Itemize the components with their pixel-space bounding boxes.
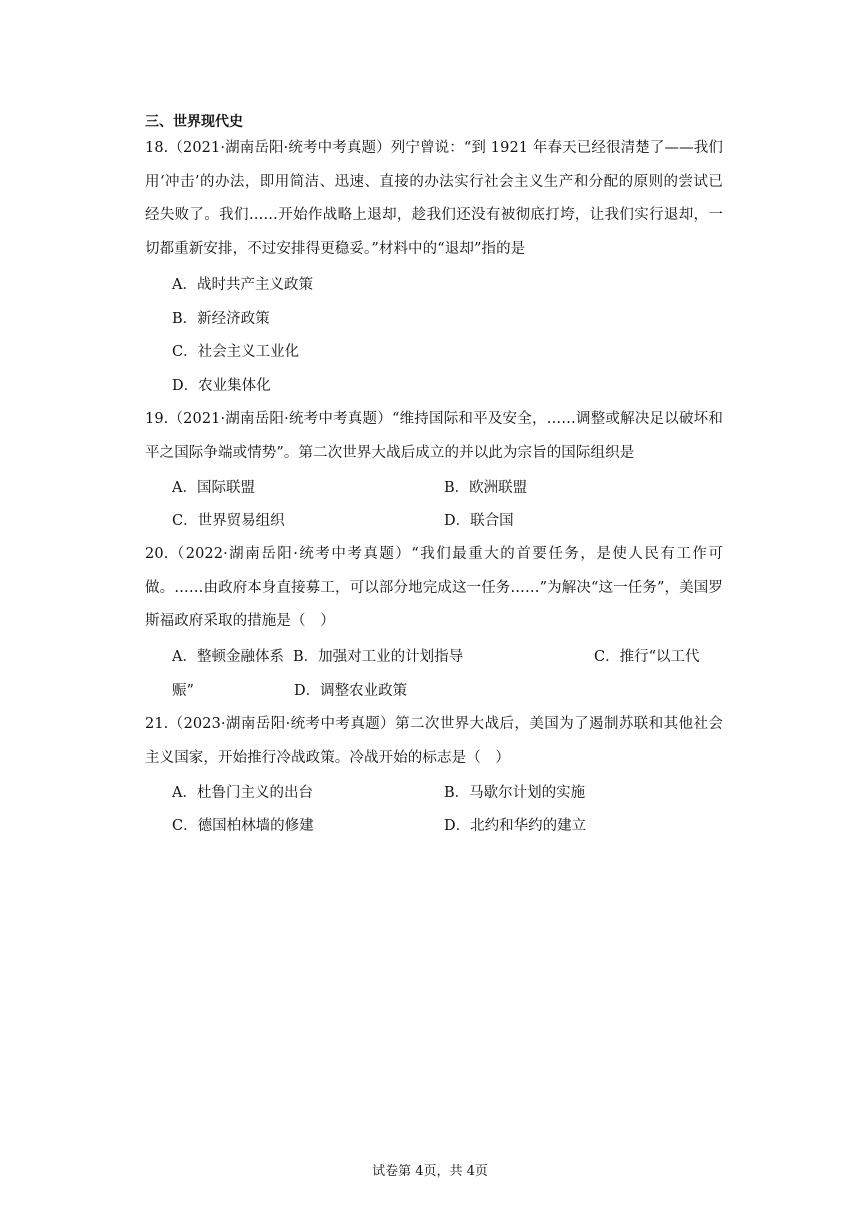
question-19-option-c: C．世界贸易组织: [172, 513, 285, 529]
question-21-text: 21.（2023·湖南岳阳·统考中考真题）第二次世界大战后，美国为了遏制苏联和其他社会主义国家，开始推行冷战政策。冷战开始的标志是（ ）: [145, 716, 723, 766]
question-21-option-c: C．德国柏林墙的修建: [172, 818, 314, 834]
question-20-text: 20.（2022·湖南岳阳·统考中考真题）“我们最重大的首要任务，是使人民有工作可做。……由政府本身直接募工，可以部分地完成这一任务……”为解决“这一任务”，美国罗斯福政府采取的措施是（ ）: [145, 546, 723, 629]
question-18-option-d: D．农业集体化: [172, 378, 271, 394]
question-19-text: 19.（2021·湖南岳阳·统考中考真题）“维持国际和平及安全，……调整或解决足以破坏和平之国际争端或情势”。第二次世界大战后成立的并以此为宗旨的国际组织是: [145, 411, 723, 461]
question-20-option-d: D．调整农业政策: [294, 683, 408, 699]
section-title: 三、世界现代史: [145, 114, 243, 130]
question-18-option-b: B．新经济政策: [172, 311, 270, 327]
question-21-option-b: B．马歇尔计划的实施: [444, 785, 586, 801]
question-20-option-c: C．推行“以工代: [594, 649, 700, 665]
question-21-option-d: D．北约和华约的建立: [444, 818, 587, 834]
question-19-option-b: B．欧洲联盟: [444, 480, 528, 496]
question-18-option-c: C．社会主义工业化: [172, 344, 300, 360]
question-20-option-a: A．整顿金融体系: [172, 649, 284, 665]
question-18-text: 18.（2021·湖南岳阳·统考中考真题）列宁曾说：“到 1921 年春天已经很清楚了——我们用‘冲击’的办法，即用简洁、迅速、直接的办法实行社会主义生产和分配的原则的尝试已经失败了。我们……开始作战略上退却，趁我们还没有被彻底打垮，让我们实行退却，一切都重新安排，不过安排得更稳妥。”材料中的“退却”指的是: [145, 140, 723, 257]
page-footer: 试卷第 4页，共 4页: [372, 1164, 488, 1179]
question-20-option-c-continued: 赈”: [172, 683, 194, 699]
question-19-option-a: A．国际联盟: [172, 480, 255, 496]
question-19-option-d: D．联合国: [444, 513, 514, 529]
question-21-option-a: A．杜鲁门主义的出台: [172, 785, 313, 801]
question-18-option-a: A．战时共产主义政策: [172, 277, 313, 293]
question-20-option-b: B．加强对工业的计划指导: [293, 649, 464, 665]
